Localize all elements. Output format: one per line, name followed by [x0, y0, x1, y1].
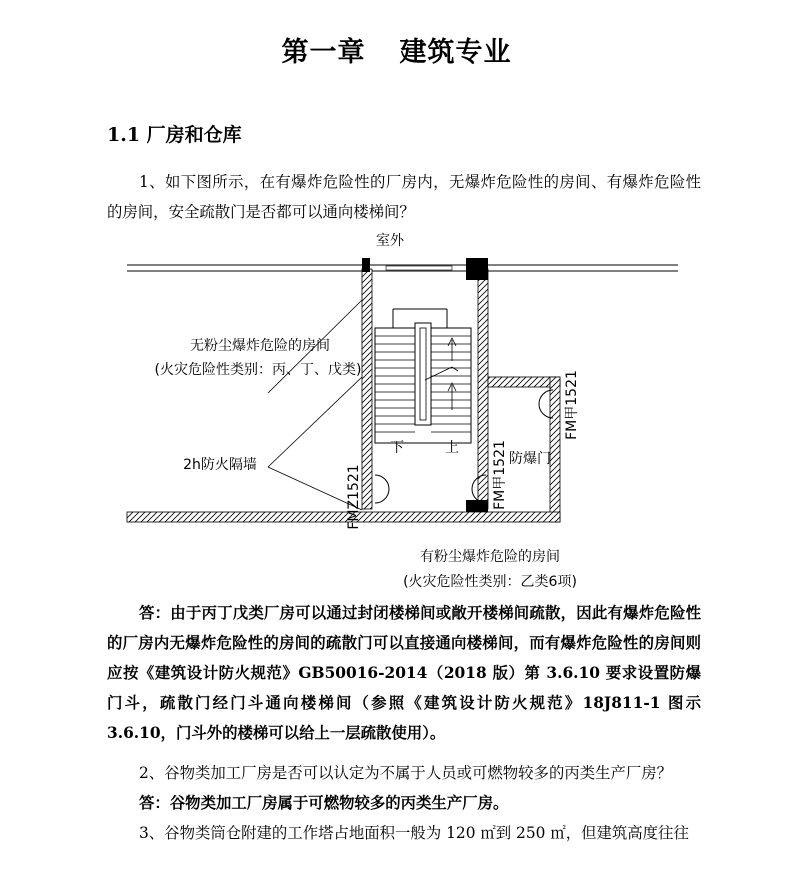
- door-fmz-label: FMZ1521: [346, 464, 362, 530]
- bottom-wall: [127, 512, 560, 522]
- answer-2: 答：谷物类加工厂房属于可燃物较多的丙类生产厂房。: [139, 794, 509, 812]
- floor-plan-diagram: [0, 225, 793, 605]
- chapter-title: [0, 30, 793, 69]
- door-swing-fmz: [375, 475, 389, 503]
- question-1: 1、如下图所示，在有爆炸危险性的厂房内，无爆炸危险性的房间、有爆炸危险性的房间，安全疏散门是否都可以通向楼梯间？: [107, 173, 701, 221]
- top-exterior-wall: [127, 265, 678, 271]
- blast-door-label: 防爆门: [509, 451, 551, 467]
- danger-room-category: (火灾危险性类别：乙类6项): [403, 574, 577, 590]
- chapter-title-text: 建筑专业: [399, 37, 512, 68]
- question-2: 2、谷物类加工厂房是否可以认定为不属于人员或可燃物较多的丙类生产厂房？: [139, 764, 673, 782]
- safe-room-label: 无粉尘爆炸危险的房间: [190, 338, 330, 354]
- stair-up-label: 上: [445, 440, 459, 456]
- answer-1: 答：由于丙丁戊类厂房可以通过封闭楼梯间或敞开楼梯间疏散，因此有爆炸危险性的厂房内无爆炸危险性的房间的疏散门可以直接通向楼梯间，而有爆炸危险性的房间则应按《建筑设计防火规范》GB50016-2014（2018 版）第 3.6.10 要求设置防爆门斗，疏散门经门斗通向楼梯间（参照《建筑设计防火规范》18J811-1 图示 3.6.10，门斗外的楼梯可以给上一层疏散使用）。: [107, 604, 701, 742]
- question-3: 3、谷物类筒仓附建的工作塔占地面积一般为 120 ㎡到 250 ㎡，但建筑高度往往: [139, 824, 689, 842]
- door-fmjia-vestibule-label: FM甲1521: [564, 370, 580, 440]
- outdoor-label: 室外: [376, 233, 404, 249]
- section-title: 1.1 厂房和仓库: [107, 124, 242, 146]
- chapter-title-number: 第一章: [281, 37, 366, 68]
- danger-room-label: 有粉尘爆炸危险的房间: [420, 549, 560, 565]
- door-fmjia-stair-label: FM甲1521: [492, 440, 508, 510]
- safe-room-category: (火灾危险性类别：丙、丁、戊类): [154, 362, 362, 378]
- stair-down-label: 下: [390, 440, 404, 456]
- staircase: [375, 309, 471, 443]
- fire-wall-label: 2h防火隔墙: [183, 457, 257, 473]
